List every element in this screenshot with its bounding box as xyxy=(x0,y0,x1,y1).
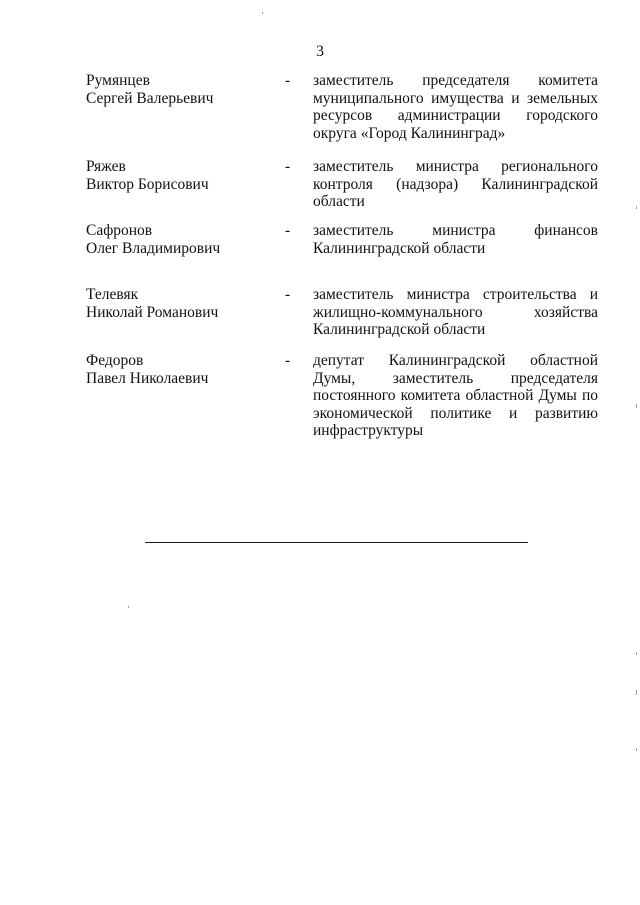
position-line: инфраструктуры xyxy=(313,422,424,439)
position-line: экономической политике и развитию xyxy=(313,404,598,422)
member-surname: Федоров xyxy=(86,352,144,369)
member-given-names: Олег Владимирович xyxy=(86,239,221,257)
member-surname: Ряжев xyxy=(86,158,126,175)
scan-speck xyxy=(128,606,129,608)
member-given-names: Виктор Борисович xyxy=(86,175,209,193)
member-position xyxy=(313,352,598,440)
members-list xyxy=(86,72,598,448)
scan-speck xyxy=(636,652,637,655)
member-surname: Сафронов xyxy=(86,222,153,239)
position-line: Калининградской области xyxy=(313,321,486,338)
scan-speck xyxy=(636,690,637,695)
position-line: Думы, заместитель председателя xyxy=(313,369,598,387)
position-line: муниципального имущества и земельных xyxy=(313,89,598,107)
position-line: заместитель министра строительства и xyxy=(313,286,598,303)
position-line: заместитель министра финансов xyxy=(313,222,598,239)
member-position xyxy=(313,222,598,257)
member-name xyxy=(86,158,276,193)
member-given-names: Николай Романович xyxy=(86,303,219,321)
member-surname: Румянцев xyxy=(86,72,150,89)
position-line: жилищно-коммунального хозяйства xyxy=(313,303,598,321)
dash-separator: - xyxy=(285,72,291,89)
position-line: ресурсов администрации городского xyxy=(313,107,598,124)
member-name xyxy=(86,222,276,257)
member-position xyxy=(313,72,598,142)
member-given-names: Павел Николаевич xyxy=(86,369,209,387)
position-line: заместитель министра регионального xyxy=(313,158,598,175)
position-line: постоянного комитета областной Думы по xyxy=(313,387,598,404)
member-name xyxy=(86,286,276,321)
position-line: области xyxy=(313,193,365,210)
member-name xyxy=(86,352,276,387)
member-position xyxy=(313,286,598,339)
list-item xyxy=(86,286,598,352)
list-item xyxy=(86,158,598,222)
position-line: Калининградской области xyxy=(313,239,486,257)
list-item xyxy=(86,72,598,158)
member-position xyxy=(313,158,598,211)
list-item xyxy=(86,222,598,286)
page-number: 3 xyxy=(316,43,324,60)
list-item xyxy=(86,352,598,448)
scan-speck xyxy=(636,404,637,408)
dash-separator: - xyxy=(285,158,291,175)
position-line: округа «Город Калининград» xyxy=(313,124,506,142)
dash-separator: - xyxy=(285,222,291,239)
end-of-list-divider xyxy=(145,542,528,543)
scan-speck xyxy=(636,206,637,209)
member-name xyxy=(86,72,276,107)
member-given-names: Сергей Валерьевич xyxy=(86,89,214,107)
scan-speck xyxy=(636,748,637,751)
dash-separator: - xyxy=(285,286,291,303)
position-line: контроля (надзора) Калининградской xyxy=(313,175,598,193)
position-line: заместитель председателя комитета xyxy=(313,72,598,89)
dash-separator: - xyxy=(285,352,291,369)
scan-speck xyxy=(262,12,263,14)
position-line: депутат Калининградской областной xyxy=(313,352,598,369)
member-surname: Телевяк xyxy=(86,286,139,303)
